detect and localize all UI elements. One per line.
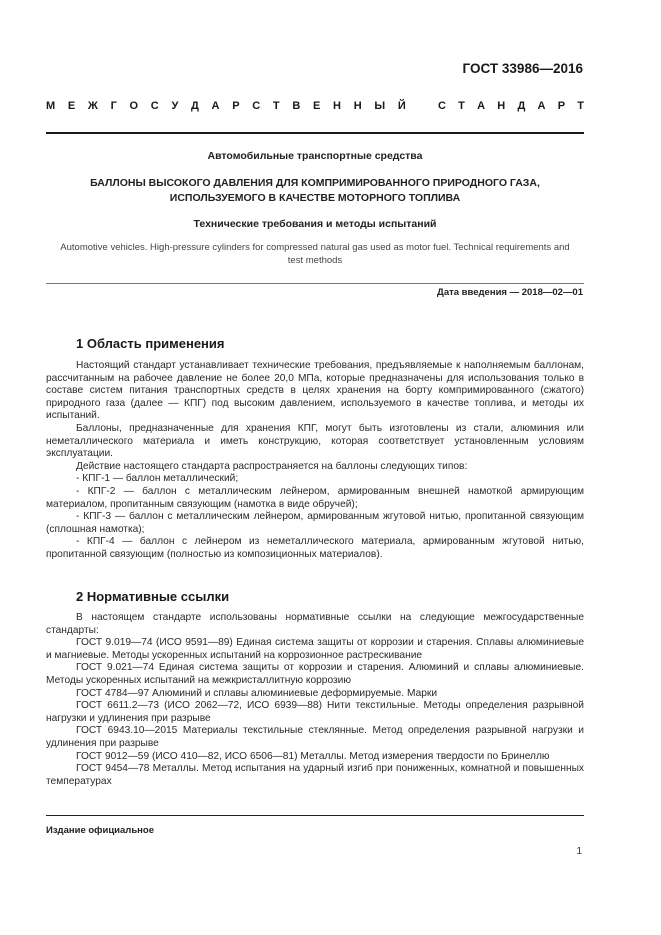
paragraph: Баллоны, предназначенные для хранения КПГ, могут быть изготовлены из стали, алюминия или неметаллического материала и иметь конструкцию, которая соответствует установленным условиям эксплуатации. bbox=[46, 422, 584, 460]
paragraph: В настоящем стандарте использованы нормативные ссылки на следующие межгосударственные стандарты: bbox=[46, 612, 584, 636]
official-edition-label: Издание официальное bbox=[46, 825, 154, 836]
english-title: Automotive vehicles. High-pressure cylinders for compressed natural gas used as motor fuel. Technical requirements and test methods bbox=[60, 242, 570, 266]
list-item: - КПГ-4 — баллон с лейнером из неметаллического материала, армированным жгутовой нитью, пропитанной связующим (полностью из композиционных материалов). bbox=[46, 536, 584, 560]
reference-item: ГОСТ 6943.10—2015 Материалы текстильные стеклянные. Метод определения разрывной нагрузки и удлинения при разрыве bbox=[46, 725, 584, 749]
title-rule bbox=[46, 283, 584, 284]
interstate-standard-heading bbox=[46, 100, 584, 112]
category-title: Автомобильные транспортные средства bbox=[207, 150, 423, 162]
subtitle: Технические требования и методы испытаний bbox=[193, 218, 437, 230]
section-1-body bbox=[46, 360, 584, 562]
standard-number: ГОСТ 33986—2016 bbox=[462, 61, 583, 76]
page-number: 1 bbox=[576, 846, 582, 857]
standard-word: С Т А Н Д А Р Т bbox=[438, 100, 584, 112]
main-title-line: ИСПОЛЬЗУЕМОГО В КАЧЕСТВЕ МОТОРНОГО ТОПЛИВА bbox=[169, 192, 461, 204]
introduction-date: Дата введения — 2018—02—01 bbox=[437, 287, 583, 298]
main-title-line: БАЛЛОНЫ ВЫСОКОГО ДАВЛЕНИЯ ДЛЯ КОМПРИМИРОВАННОГО ПРИРОДНОГО ГАЗА, bbox=[90, 177, 540, 189]
reference-item: ГОСТ 9.021—74 Единая система защиты от коррозии и старения. Алюминий и сплавы алюминиевые. Методы ускоренных испытаний на межкристаллитную коррозию bbox=[46, 662, 584, 686]
section-2-title: 2 Нормативные ссылки bbox=[76, 589, 230, 604]
list-item: - КПГ-3 — баллон с металлическим лейнером, армированным жгутовой нитью, пропитанной связующим (сплошная намотка); bbox=[46, 511, 584, 535]
section-2-body bbox=[46, 612, 584, 788]
main-title bbox=[46, 176, 584, 206]
interstate-word: М Е Ж Г О С У Д А Р С Т В Е Н Н Ы Й bbox=[46, 100, 406, 112]
reference-item: ГОСТ 9.019—74 (ИСО 9591—89) Единая система защиты от коррозии и старения. Сплавы алюминиевые и магниевые. Методы ускоренных испытаний на коррозионное растрескивание bbox=[46, 637, 584, 661]
reference-item: ГОСТ 9012—59 (ИСО 410—82, ИСО 6506—81) Металлы. Метод измерения твердости по Бринеллю bbox=[76, 750, 550, 762]
reference-item: ГОСТ 6611.2—73 (ИСО 2062—72, ИСО 6939—88) Нити текстильные. Методы определения разрывной нагрузки и удлинения при разрыве bbox=[46, 700, 584, 724]
reference-item: ГОСТ 4784—97 Алюминий и сплавы алюминиевые деформируемые. Марки bbox=[76, 687, 438, 699]
header-rule bbox=[46, 132, 584, 134]
section-1-title: 1 Область применения bbox=[76, 336, 225, 351]
paragraph: Действие настоящего стандарта распространяется на баллоны следующих типов: bbox=[76, 460, 468, 472]
footer-rule bbox=[46, 815, 584, 816]
reference-item: ГОСТ 9454—78 Металлы. Метод испытания на ударный изгиб при пониженных, комнатной и повышенных температурах bbox=[46, 763, 584, 787]
paragraph: Настоящий стандарт устанавливает технические требования, предъявляемые к наполняемым баллонам, рассчитанным на рабочее давление не более 20,0 МПа, которые предназначены для использования только в составе систем питания транспортных средств в целях хранения на борту компримированного (сжатого) природного газа (далее — КПГ) под высоким давлением, используемого в качестве топлива, и методы их испытаний. bbox=[46, 360, 584, 422]
list-item: - КПГ-2 — баллон с металлическим лейнером, армированным внешней намоткой армирующим материалом, пропитанным связующим (намотка в виде обручей); bbox=[46, 485, 584, 510]
list-item: - КПГ-1 — баллон металлический; bbox=[76, 473, 239, 485]
